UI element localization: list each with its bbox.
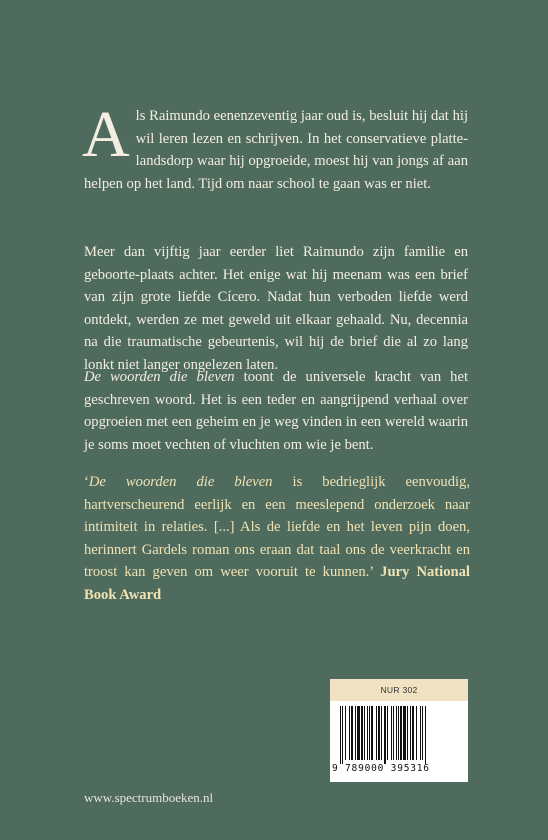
blurb-paragraph-1-text: ls Raimundo eenenzeventig jaar oud is, besluit hij dat hij wil leren lezen en schrijven. In het conservatieve platte-landsdorp waar hij opgroeide, moest hij van jongs af aan helpen op het land. Tijd om naar school te gaan was er niet.	[84, 108, 468, 192]
nur-label: NUR 302	[330, 679, 468, 701]
barcode-bar	[361, 706, 363, 760]
barcode-bar	[378, 706, 380, 760]
barcode-bar	[393, 706, 394, 760]
barcode-bar	[367, 706, 368, 760]
barcode-bar	[384, 706, 386, 764]
barcode-bar	[396, 706, 397, 760]
barcode-bar	[407, 706, 408, 760]
barcode-bar	[387, 706, 388, 760]
barcode-bar	[376, 706, 377, 760]
barcode-bar	[349, 706, 350, 760]
barcode-bar	[364, 706, 365, 760]
barcode-bar	[420, 706, 421, 760]
barcode-bar	[412, 706, 414, 760]
barcode-bar	[340, 706, 341, 764]
barcode-bar	[369, 706, 370, 760]
barcode-bar	[381, 706, 382, 760]
review-quote	[84, 471, 470, 606]
blurb-paragraph-3	[84, 366, 468, 456]
barcode-bar	[416, 706, 417, 760]
blurb-paragraph-2: Meer dan vijftig jaar eerder liet Raimundo zijn familie en geboorte-plaats achter. Het enige wat hij meenam was een brief van zijn grote liefde Cícero. Nadat hun verboden liefde werd ontdekt, werden ze met geweld uit elkaar gehaald. Nu, decennia na die traumatische gebeurtenis, wil hij de brief die al zo lang lonkt niet langer ongelezen laten.	[84, 244, 468, 373]
barcode-bar	[400, 706, 402, 760]
barcode-box	[330, 679, 468, 782]
barcode-bar	[351, 706, 353, 760]
barcode-bar	[371, 706, 373, 760]
isbn-number: 9 789000 395316	[332, 763, 430, 774]
barcode-bar	[345, 706, 346, 760]
blurb-paragraph-3-text: toont de universele kracht van het geschreven woord. Het is een teder en aangrijpend verhaal over opgroeien met een geheim en je weg vinden in een wereld waarin je soms moet vechten of vluchten om wie je bent.	[84, 369, 468, 453]
barcode-bar	[422, 706, 423, 760]
barcode-bar	[391, 706, 392, 760]
barcode-bar	[403, 706, 406, 760]
drop-cap: A	[82, 98, 130, 171]
barcode-bar	[342, 706, 343, 764]
barcode-bar	[355, 706, 356, 760]
quote-open-mark: ‘	[84, 474, 89, 490]
quote-book-title: De woorden die bleven	[88, 474, 273, 490]
barcode-bar	[357, 706, 360, 760]
quote-source: Jury National Book Award	[84, 564, 470, 603]
book-title-inline: De woorden die bleven	[84, 369, 235, 385]
barcode-bar	[410, 706, 411, 760]
barcode-bar	[398, 706, 399, 760]
barcode-icon	[340, 706, 460, 764]
blurb-paragraph-1	[82, 98, 468, 195]
publisher-url: www.spectrumboeken.nl	[84, 790, 214, 805]
barcode-bar	[425, 706, 426, 764]
quote-text: is bedrieglijk eenvoudig, hartverscheurend eerlijk en een meeslepend onderzoek naar intimiteit in relaties. [...] Als de liefde en het leven pijn doen, herinnert Gardels roman ons eraan dat taal ons de veerkracht en troost kan geven om weer vooruit te kunnen.’	[84, 474, 470, 580]
